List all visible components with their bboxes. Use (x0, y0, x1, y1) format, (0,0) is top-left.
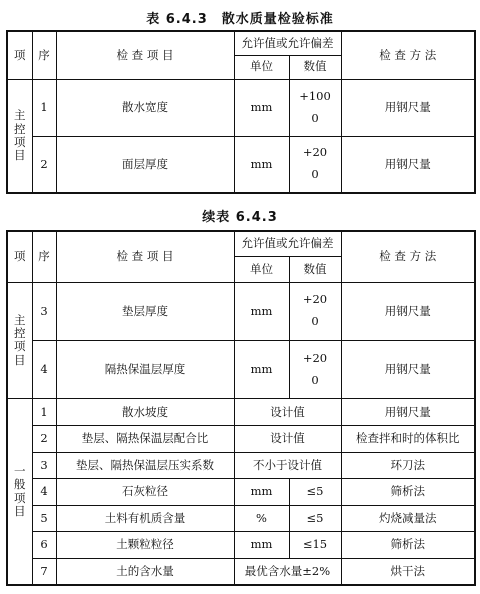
row-item: 垫层、隔热保温层压实系数 (56, 452, 234, 479)
header-method: 检 查 方 法 (341, 231, 475, 282)
row-tolerance: 不小于设计值 (234, 452, 341, 479)
table1-title: 表 6.4.3 散水质量检验标准 (146, 12, 334, 27)
header-value: 数值 (289, 257, 341, 283)
row-tolerance: 设计值 (234, 425, 341, 452)
table-row (7, 340, 475, 398)
row-seq: 3 (32, 452, 56, 479)
row-method: 用钢尺量 (341, 79, 475, 136)
row-method: 灼烧减量法 (341, 505, 475, 532)
row-seq: 1 (32, 79, 56, 136)
row-value: +20 0 (289, 136, 341, 193)
row-tolerance: 最优含水量±2% (234, 558, 341, 585)
row-value: ≤5 (289, 479, 341, 506)
row-seq: 7 (32, 558, 56, 585)
row-seq: 2 (32, 425, 56, 452)
header-seq: 序 (32, 231, 56, 282)
table-row (7, 479, 475, 506)
header-item-type: 项 (7, 31, 32, 79)
row-method: 环刀法 (341, 452, 475, 479)
row-unit: mm (234, 282, 289, 340)
table-row (7, 505, 475, 532)
header-tolerance: 允许值或允许偏差 (234, 231, 341, 257)
row-method: 筛析法 (341, 532, 475, 559)
table-row (7, 425, 475, 452)
row-item: 土料有机质含量 (56, 505, 234, 532)
row-method: 用钢尺量 (341, 340, 475, 398)
table2 (6, 230, 476, 586)
row-item: 垫层、隔热保温层配合比 (56, 425, 234, 452)
table-row (7, 532, 475, 559)
table1 (6, 30, 476, 194)
table-row (7, 136, 475, 193)
row-value: +100 0 (289, 79, 341, 136)
header-item-type: 项 (7, 231, 32, 282)
table-row (7, 452, 475, 479)
row-item: 垫层厚度 (56, 282, 234, 340)
table2-title: 续表 6.4.3 (202, 210, 278, 225)
header-seq: 序 (32, 31, 56, 79)
header-value: 数值 (289, 55, 341, 79)
row-item: 隔热保温层厚度 (56, 340, 234, 398)
row-item: 石灰粒径 (56, 479, 234, 506)
row-item: 面层厚度 (56, 136, 234, 193)
table-row (7, 282, 475, 340)
header-item: 检 查 项 目 (56, 31, 234, 79)
row-item: 散水宽度 (56, 79, 234, 136)
row-unit: % (234, 505, 289, 532)
row-unit: mm (234, 79, 289, 136)
row-item: 土的含水量 (56, 558, 234, 585)
row-method: 用钢尺量 (341, 136, 475, 193)
row-value: +20 0 (289, 282, 341, 340)
header-tolerance: 允许值或允许偏差 (234, 31, 341, 55)
row-seq: 1 (32, 399, 56, 426)
row-method: 用钢尺量 (341, 399, 475, 426)
row-unit: mm (234, 136, 289, 193)
row-method: 筛析法 (341, 479, 475, 506)
row-method: 检查拌和时的体积比 (341, 425, 475, 452)
header-unit: 单位 (234, 55, 289, 79)
row-item: 散水坡度 (56, 399, 234, 426)
header-unit: 单位 (234, 257, 289, 283)
row-seq: 3 (32, 282, 56, 340)
row-tolerance: 设计值 (234, 399, 341, 426)
header-item: 检 查 项 目 (56, 231, 234, 282)
row-unit: mm (234, 532, 289, 559)
row-value: ≤5 (289, 505, 341, 532)
row-unit: mm (234, 340, 289, 398)
row-method: 烘干法 (341, 558, 475, 585)
row-value: +20 0 (289, 340, 341, 398)
table-row (7, 79, 475, 136)
row-seq: 5 (32, 505, 56, 532)
row-seq: 2 (32, 136, 56, 193)
row-seq: 4 (32, 340, 56, 398)
group-main-label: 主 控 项 目 (7, 79, 32, 193)
row-value: ≤15 (289, 532, 341, 559)
row-item: 土颗粒粒径 (56, 532, 234, 559)
row-seq: 4 (32, 479, 56, 506)
group-general-label: 一 般 项 目 (7, 399, 32, 585)
group-main-label: 主 控 项 目 (7, 282, 32, 399)
header-method: 检 查 方 法 (341, 31, 475, 79)
table-row (7, 399, 475, 426)
table-row (7, 558, 475, 585)
row-seq: 6 (32, 532, 56, 559)
row-unit: mm (234, 479, 289, 506)
row-method: 用钢尺量 (341, 282, 475, 340)
